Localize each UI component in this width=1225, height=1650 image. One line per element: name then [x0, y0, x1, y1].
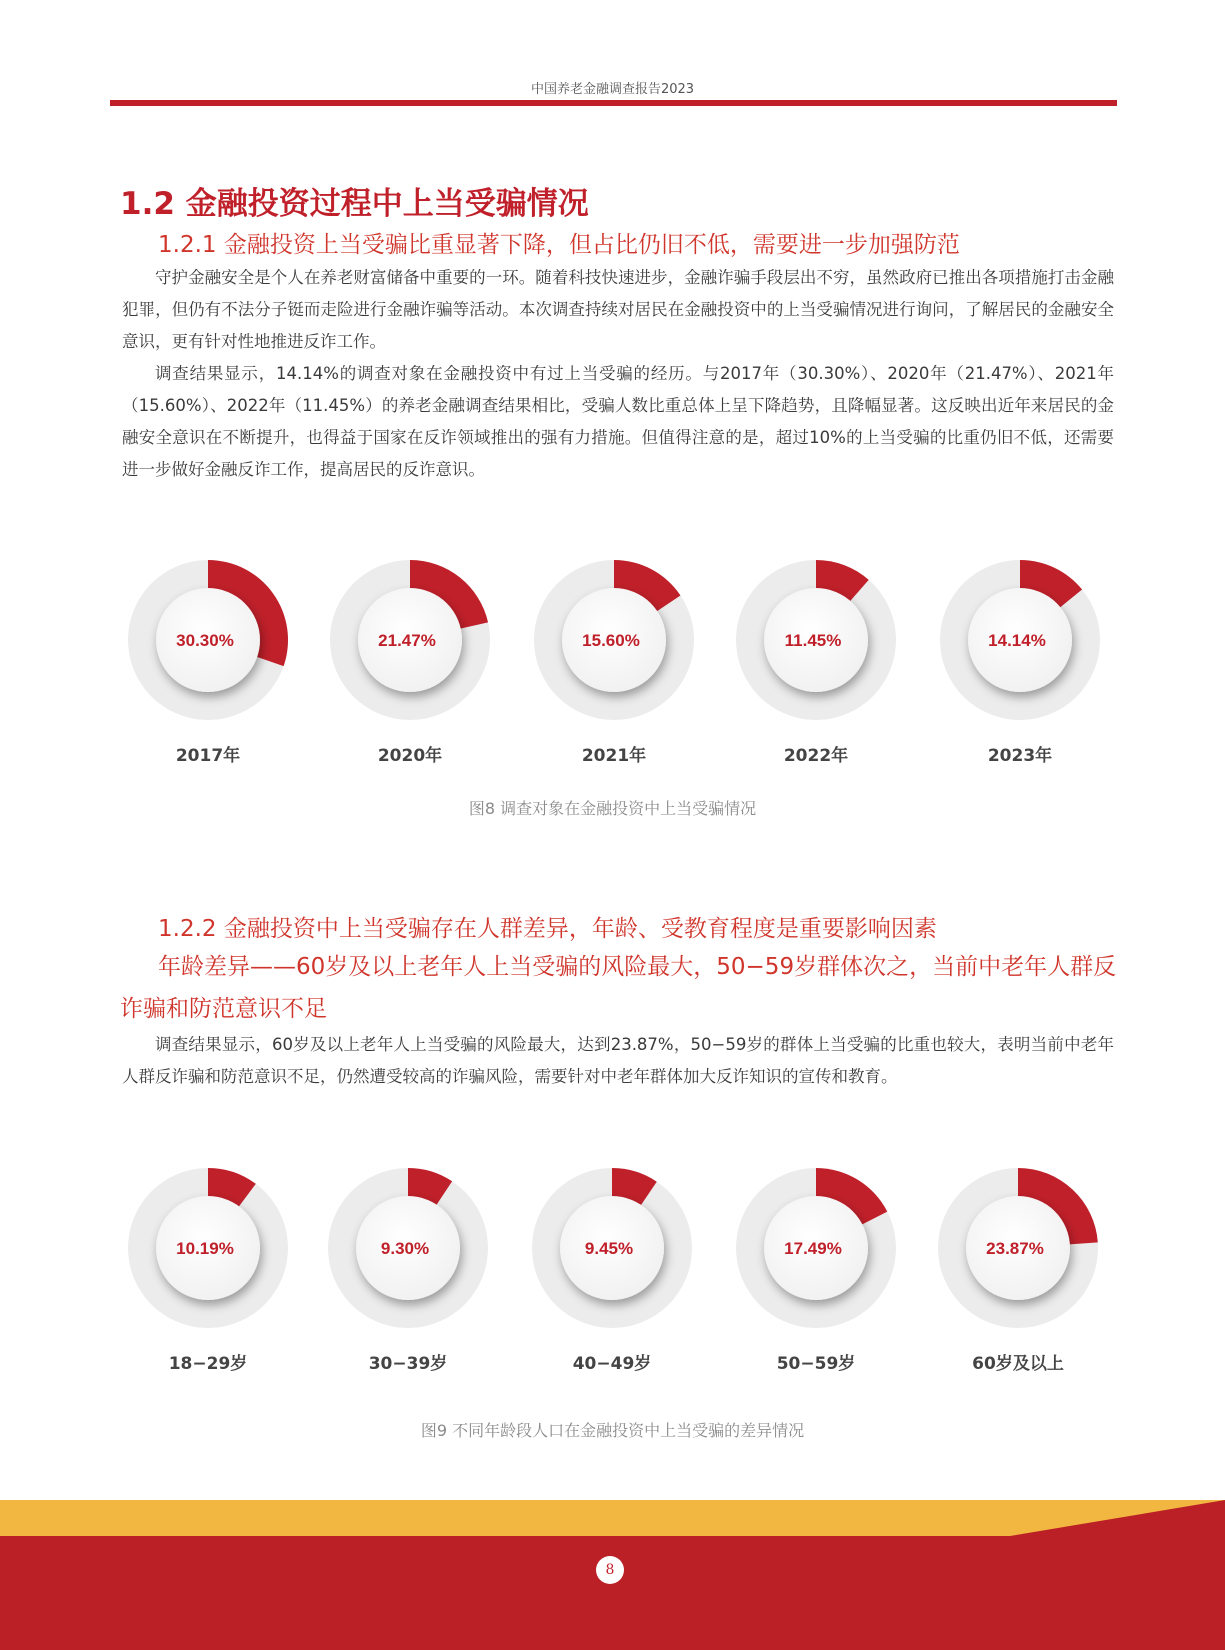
donut-label: 2017年 [175, 746, 241, 766]
donut-value-label: 9.30% [380, 1239, 430, 1258]
donut-label: 60岁及以上 [972, 1354, 1064, 1374]
donut-value-label: 17.49% [784, 1239, 842, 1258]
report-header-title: 中国养老金融调查报告2023 [530, 82, 695, 97]
donut-item [933, 1163, 1103, 1374]
donut-item [123, 555, 293, 766]
donut-value-label: 15.60% [582, 631, 640, 650]
donut-label: 18−29岁 [168, 1354, 248, 1374]
donut-value-label: 30.30% [176, 631, 234, 650]
donut-item [323, 1163, 493, 1374]
section-title: 1.2 金融投资过程中上当受骗情况 [120, 186, 589, 222]
page-number: 8 [596, 1556, 624, 1584]
donut-item [527, 1163, 697, 1374]
donut-label: 50−59岁 [776, 1354, 856, 1374]
donut-label: 2023年 [987, 746, 1053, 766]
donut-label: 2020年 [377, 746, 443, 766]
figure8-caption: 图8 调查对象在金融投资中上当受骗情况 [468, 799, 757, 818]
donut-item [731, 1163, 901, 1374]
donut-chart [731, 1163, 901, 1333]
donut-label: 2021年 [581, 746, 647, 766]
donut-label: 2022年 [783, 746, 849, 766]
paragraph-3: 调查结果显示，60岁及以上老年人上当受骗的风险最大，达到23.87%，50−59岁的群体上当受骗的比重也较大，表明当前中老年人群反诈骗和防范意识不足，仍然遭受较高的诈骗风险，需要针对中老年群体加大反诈知识的宣传和教育。 [122, 1035, 1114, 1086]
donut-value-label: 21.47% [378, 631, 436, 650]
figure9-caption: 图9 不同年龄段人口在金融投资中上当受骗的差异情况 [420, 1421, 805, 1440]
donut-item [731, 555, 901, 766]
donut-value-label: 23.87% [986, 1239, 1044, 1258]
donut-value-label: 11.45% [784, 631, 842, 650]
paragraph-1: 守护金融安全是个人在养老财富储备中重要的一环。随着科技快速进步，金融诈骗手段层出不穷，虽然政府已推出各项措施打击金融犯罪，但仍有不法分子铤而走险进行金融诈骗等活动。本次调查持续对居民在金融投资中的上当受骗情况进行询问，了解居民的金融安全意识，更有针对性地推进反诈工作。 [122, 268, 1114, 351]
paragraph-2: 调查结果显示，14.14%的调查对象在金融投资中有过上当受骗的经历。与2017年（30.30%）、2020年（21.47%）、2021年（15.60%）、2022年（11.45%）的养老金融调查结果相比，受骗人数比重总体上呈下降趋势，且降幅显著。这反映出近年来居民的金融安全意识在不断提升，也得益于国家在反诈领域推出的强有力措施。但值得注意的是，超过10%的上当受骗的比重仍旧不低，还需要进一步做好金融反诈工作，提高居民的反诈意识。 [122, 364, 1114, 479]
subsection-title-1: 1.2.1 金融投资上当受骗比重显著下降，但占比仍旧不低，需要进一步加强防范 [158, 232, 960, 258]
donut-chart [325, 555, 495, 725]
donut-label: 30−39岁 [368, 1354, 448, 1374]
donut-item [325, 555, 495, 766]
donut-chart [731, 555, 901, 725]
donut-chart [123, 1163, 293, 1333]
header-divider [110, 100, 1117, 106]
donut-item [935, 555, 1105, 766]
donut-chart [527, 1163, 697, 1333]
donut-chart [933, 1163, 1103, 1333]
donut-item [529, 555, 699, 766]
donut-item [123, 1163, 293, 1374]
donut-chart [529, 555, 699, 725]
subsection-title-2: 1.2.2 金融投资中上当受骗存在人群差异，年龄、受教育程度是重要影响因素 [158, 916, 937, 942]
donut-label: 40−49岁 [572, 1354, 652, 1374]
donut-value-label: 9.45% [584, 1239, 634, 1258]
donut-value-label: 14.14% [988, 631, 1046, 650]
donut-value-label: 10.19% [176, 1239, 234, 1258]
donut-chart [935, 555, 1105, 725]
donut-chart [323, 1163, 493, 1333]
donut-chart [123, 555, 293, 725]
age-difference-subhead: 年龄差异——60岁及以上老年人上当受骗的风险最大，50−59岁群体次之，当前中老年人群反诈骗和防范意识不足 [120, 954, 1117, 1022]
